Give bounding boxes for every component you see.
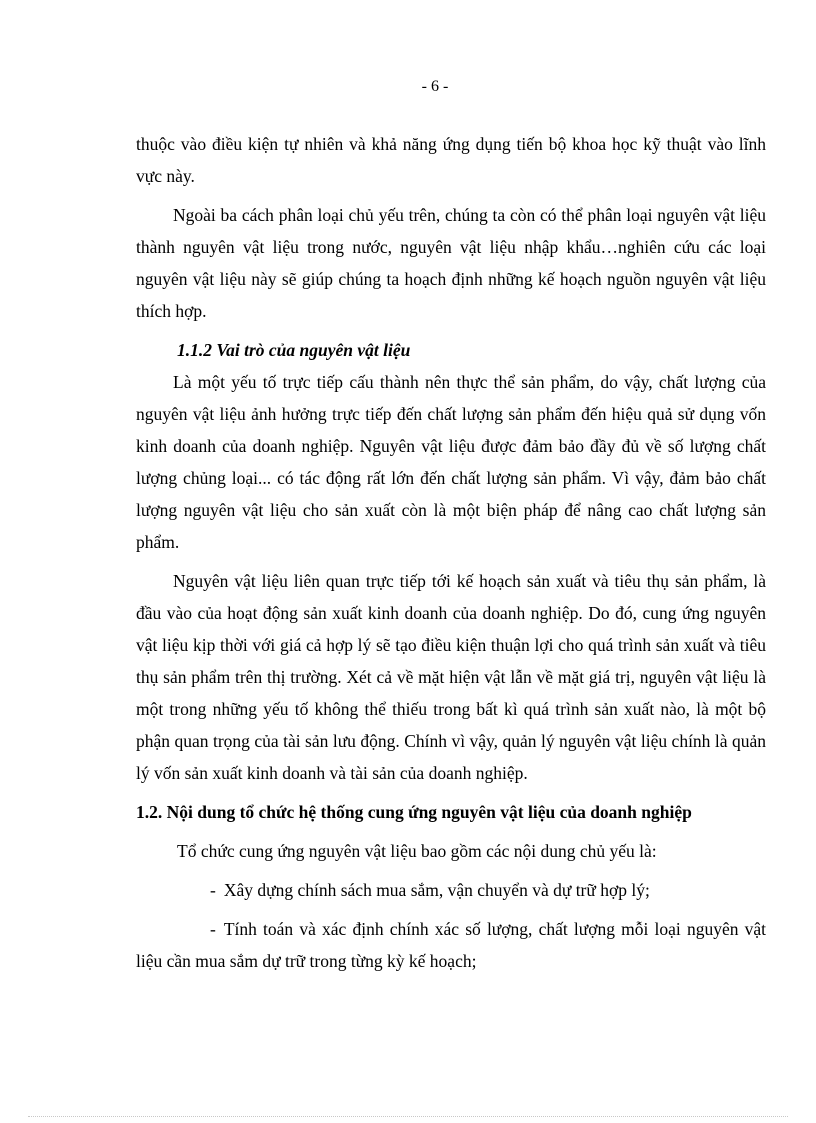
subsection-heading: 1.1.2 Vai trò của nguyên vật liệu bbox=[177, 340, 411, 360]
paragraph-intro: Tổ chức cung ứng nguyên vật liệu bao gồm các nội dung chủ yếu là: bbox=[177, 841, 657, 861]
paragraph-continuation: thuộc vào điều kiện tự nhiên và khả năng ứng dụng tiến bộ khoa học kỹ thuật vào lĩnh vực này. bbox=[136, 134, 766, 186]
paragraph-classification: Ngoài ba cách phân loại chủ yếu trên, chúng ta còn có thể phân loại nguyên vật liệu thành nguyên vật liệu trong nước, nguyên vật liệu nhập khẩu…nghiên cứu các loại nguyên vật liệu này sẽ giúp chúng ta hoạch định những kế hoạch nguồn nguyên vật liệu thích hợp. bbox=[136, 205, 766, 321]
list-item-text: Tính toán và xác định chính xác số lượng, chất lượng mỗi loại nguyên vật liệu cần mua sắm dự trữ trong từng kỳ kế hoạch; bbox=[136, 919, 766, 971]
paragraph-role-production: Nguyên vật liệu liên quan trực tiếp tới kế hoạch sản xuất và tiêu thụ sản phẩm, là đầu vào của hoạt động sản xuất kinh doanh của doanh nghiệp. Do đó, cung ứng nguyên vật liệu kịp thời với giá cả hợp lý sẽ tạo điều kiện thuận lợi cho quá trình sản xuất và tiêu thụ sản phẩm trên thị trường. Xét cả về mặt hiện vật lẫn về mặt giá trị, nguyên vật liệu là một trong những yếu tố không thể thiếu trong bất kì quá trình sản xuất nào, là một bộ phận quan trọng của tài sản lưu động. Chính vì vậy, quản lý nguyên vật liệu chính là quản lý vốn sản xuất kinh doanh và tài sản của doanh nghiệp. bbox=[136, 571, 766, 783]
footer-divider bbox=[28, 1116, 788, 1117]
page-number: - 6 - bbox=[421, 78, 449, 95]
list-item bbox=[136, 874, 766, 906]
paragraph-role-quality: Là một yếu tố trực tiếp cấu thành nên thực thể sản phẩm, do vậy, chất lượng của nguyên vật liệu ảnh hưởng trực tiếp đến chất lượng sản phẩm đến hiệu quả sử dụng vốn kinh doanh của doanh nghiệp. Nguyên vật liệu được đảm bảo đầy đủ về số lượng chất lượng chủng loại... có tác động rất lớn đến chất lượng sản phẩm. Vì vậy, đảm bảo chất lượng nguyên vật liệu cho sản xuất còn là một biện pháp để nâng cao chất lượng sản phẩm. bbox=[136, 372, 766, 552]
bullet-dash: - bbox=[210, 919, 216, 939]
list-item-text: Xây dựng chính sách mua sắm, vận chuyển và dự trữ hợp lý; bbox=[223, 880, 650, 900]
bullet-dash: - bbox=[210, 880, 216, 900]
section-heading: 1.2. Nội dung tổ chức hệ thống cung ứng nguyên vật liệu của doanh nghiệp bbox=[136, 802, 692, 822]
document-body bbox=[136, 128, 766, 977]
list-item bbox=[136, 913, 766, 977]
